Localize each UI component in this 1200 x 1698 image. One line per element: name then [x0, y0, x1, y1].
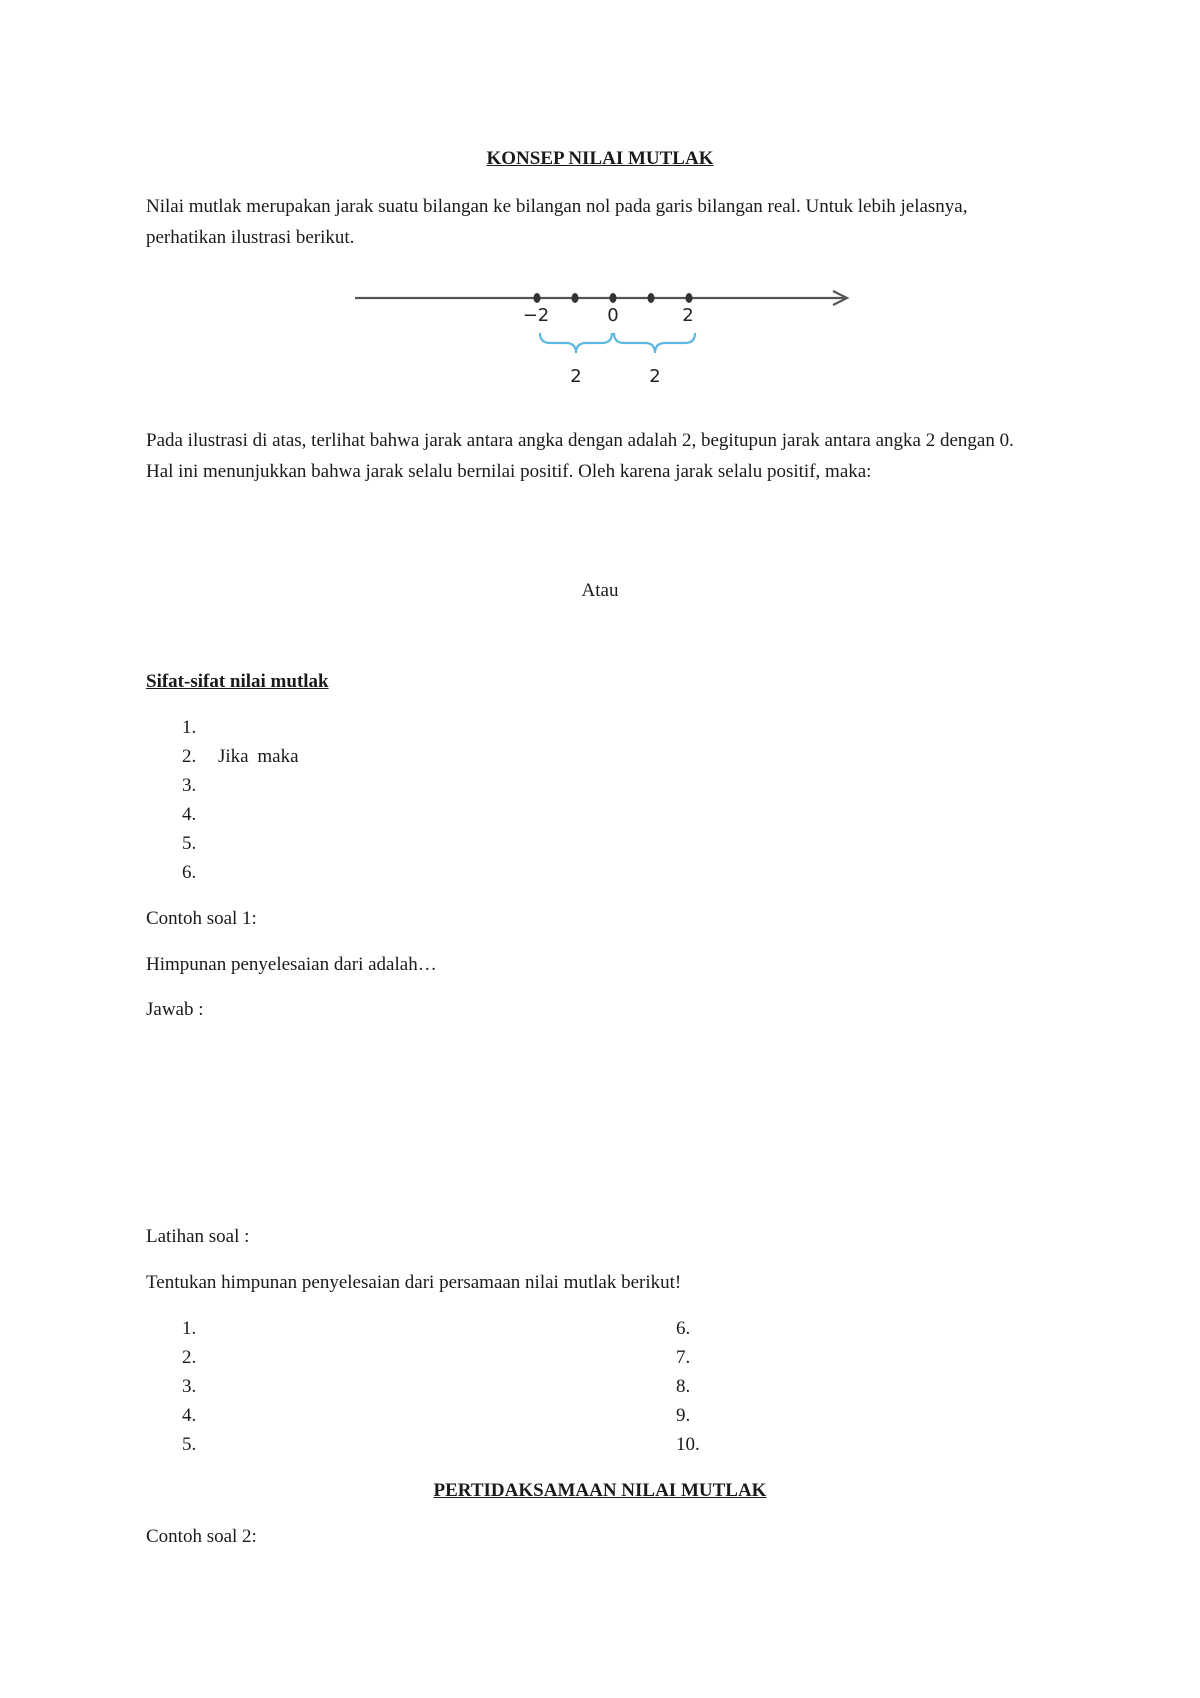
- exercise-item-5: 5.: [182, 1434, 197, 1455]
- example1-question: Himpunan penyelesaian dari adalah…: [146, 954, 437, 975]
- tick-dot: [686, 293, 693, 303]
- explanation-paragraph: Pada ilustrasi di atas, terlihat bahwa jarak antara angka dengan adalah 2, begitupun jarak antara angka 2 dengan 0. Hal ini menunjukkan bahwa jarak selalu bernilai positif. Oleh karena jarak selalu positif, maka:: [146, 430, 1014, 482]
- example1-answer-label: Jawab :: [146, 999, 204, 1020]
- section2-title: PERTIDAKSAMAAN NILAI MUTLAK: [433, 1480, 767, 1501]
- exercise-item-9: 9.: [676, 1405, 691, 1426]
- exercise-item-10: 10.: [676, 1434, 700, 1455]
- exercise-item-8: 8.: [676, 1376, 691, 1397]
- exercise-item-1: 1.: [182, 1318, 197, 1339]
- exercises-label: Latihan soal :: [146, 1226, 250, 1247]
- tick-dot: [648, 293, 655, 303]
- exercise-item-7: 7.: [676, 1347, 691, 1368]
- tick-dot: [610, 293, 617, 303]
- example1-label: Contoh soal 1:: [146, 908, 257, 929]
- intro-paragraph: Nilai mutlak merupakan jarak suatu bilangan ke bilangan nol pada garis bilangan real. Untuk lebih jelasnya, perhatikan ilustrasi berikut.: [146, 196, 968, 248]
- property-item-5: 5.: [182, 833, 197, 854]
- property-item-1: 1.: [182, 717, 197, 738]
- brace-label-left: 2: [570, 366, 582, 387]
- brace-label-right: 2: [649, 366, 661, 387]
- example2-label: Contoh soal 2:: [146, 1526, 257, 1547]
- properties-heading: Sifat-sifat nilai mutlak: [146, 671, 329, 692]
- exercise-item-3: 3.: [182, 1376, 197, 1397]
- property-item-2: 2.: [182, 746, 197, 767]
- property-item-2-text: Jika maka: [218, 746, 299, 767]
- property-item-6: 6.: [182, 862, 197, 883]
- exercise-item-4: 4.: [182, 1405, 197, 1426]
- brace-left: [540, 333, 612, 353]
- number-line-figure: [340, 275, 860, 395]
- exercise-item-2: 2.: [182, 1347, 197, 1368]
- tick-dot: [572, 293, 579, 303]
- tick-dot: [534, 293, 541, 303]
- exercise-item-6: 6.: [676, 1318, 691, 1339]
- brace-right: [614, 333, 695, 353]
- atau-text: Atau: [581, 580, 619, 601]
- tick-label-0: 0: [607, 305, 619, 326]
- page-title: KONSEP NILAI MUTLAK: [486, 148, 714, 169]
- property-item-4: 4.: [182, 804, 197, 825]
- property-item-3: 3.: [182, 775, 197, 796]
- tick-label-neg2: −2: [522, 305, 550, 326]
- tick-label-2: 2: [682, 305, 694, 326]
- exercises-instruction: Tentukan himpunan penyelesaian dari persamaan nilai mutlak berikut!: [146, 1272, 682, 1293]
